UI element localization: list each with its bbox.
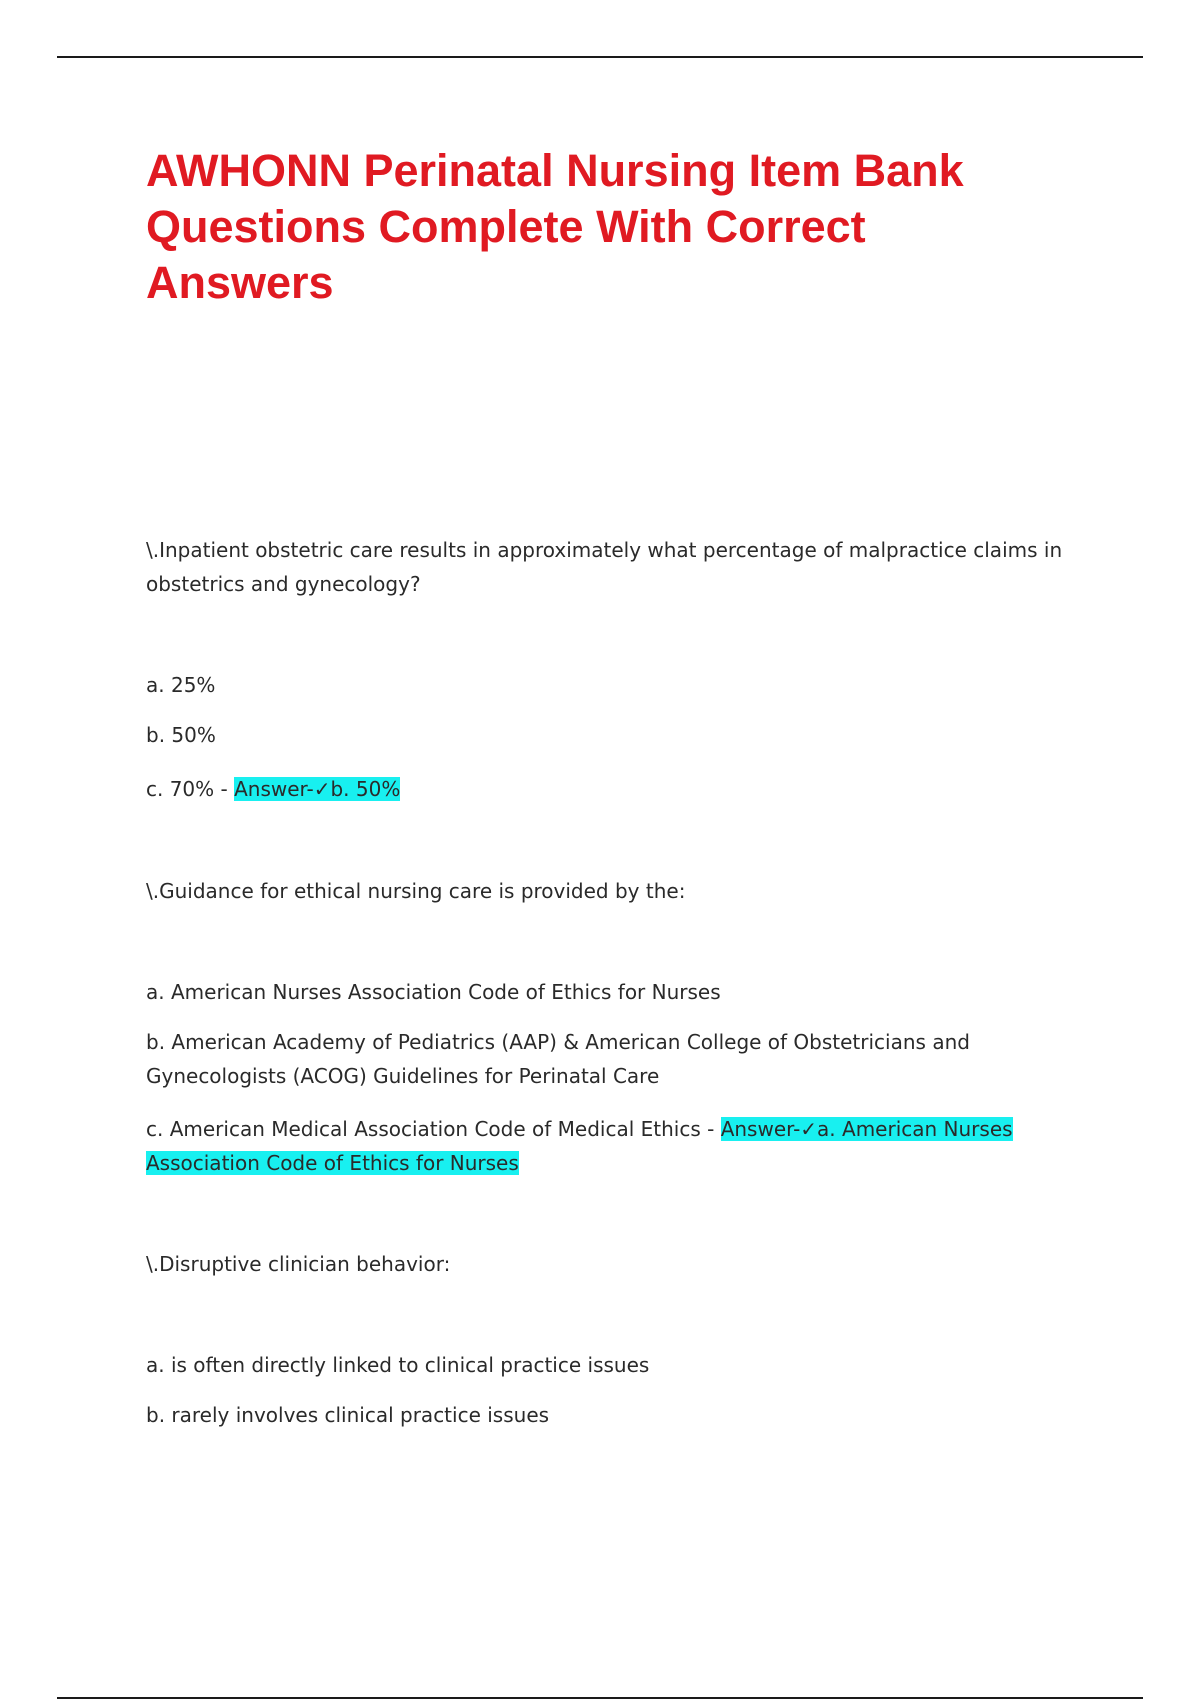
question-1-option-c bbox=[146, 772, 1106, 806]
question-3-option-a: a. is often directly linked to clinical practice issues bbox=[146, 1353, 650, 1377]
question-2-option-a: a. American Nurses Association Code of Ethics for Nurses bbox=[146, 980, 721, 1004]
question-2-stem: \.Guidance for ethical nursing care is provided by the: bbox=[146, 879, 686, 903]
option-text: c. American Medical Association Code of Medical Ethics - bbox=[146, 1117, 721, 1141]
footer-rule bbox=[57, 1697, 1143, 1699]
document-title: AWHONN Perinatal Nursing Item Bank Questions Complete With Correct Answers bbox=[146, 145, 964, 308]
question-3-option-b: b. rarely involves clinical practice issues bbox=[146, 1403, 550, 1427]
question-3-stem: \.Disruptive clinician behavior: bbox=[146, 1252, 451, 1276]
question-2-option-b: b. American Academy of Pediatrics (AAP) & American College of Obstetricians and Gynecologists (ACOG) Guidelines for Perinatal Care bbox=[146, 1030, 970, 1088]
header-rule bbox=[57, 56, 1143, 58]
question-1-option-b: b. 50% bbox=[146, 723, 216, 747]
question-2-answer: Answer-✓a. American Nurses Association Code of Ethics for Nurses bbox=[146, 1117, 1013, 1175]
option-text: c. 70% - bbox=[146, 777, 235, 801]
question-1-answer: Answer-✓b. 50% bbox=[234, 777, 401, 801]
question-1-stem: \.Inpatient obstetric care results in approximately what percentage of malpractice claims in obstetrics and gynecology? bbox=[146, 538, 1063, 596]
question-2-option-c bbox=[146, 1112, 1106, 1180]
question-1-option-a: a. 25% bbox=[146, 673, 216, 697]
